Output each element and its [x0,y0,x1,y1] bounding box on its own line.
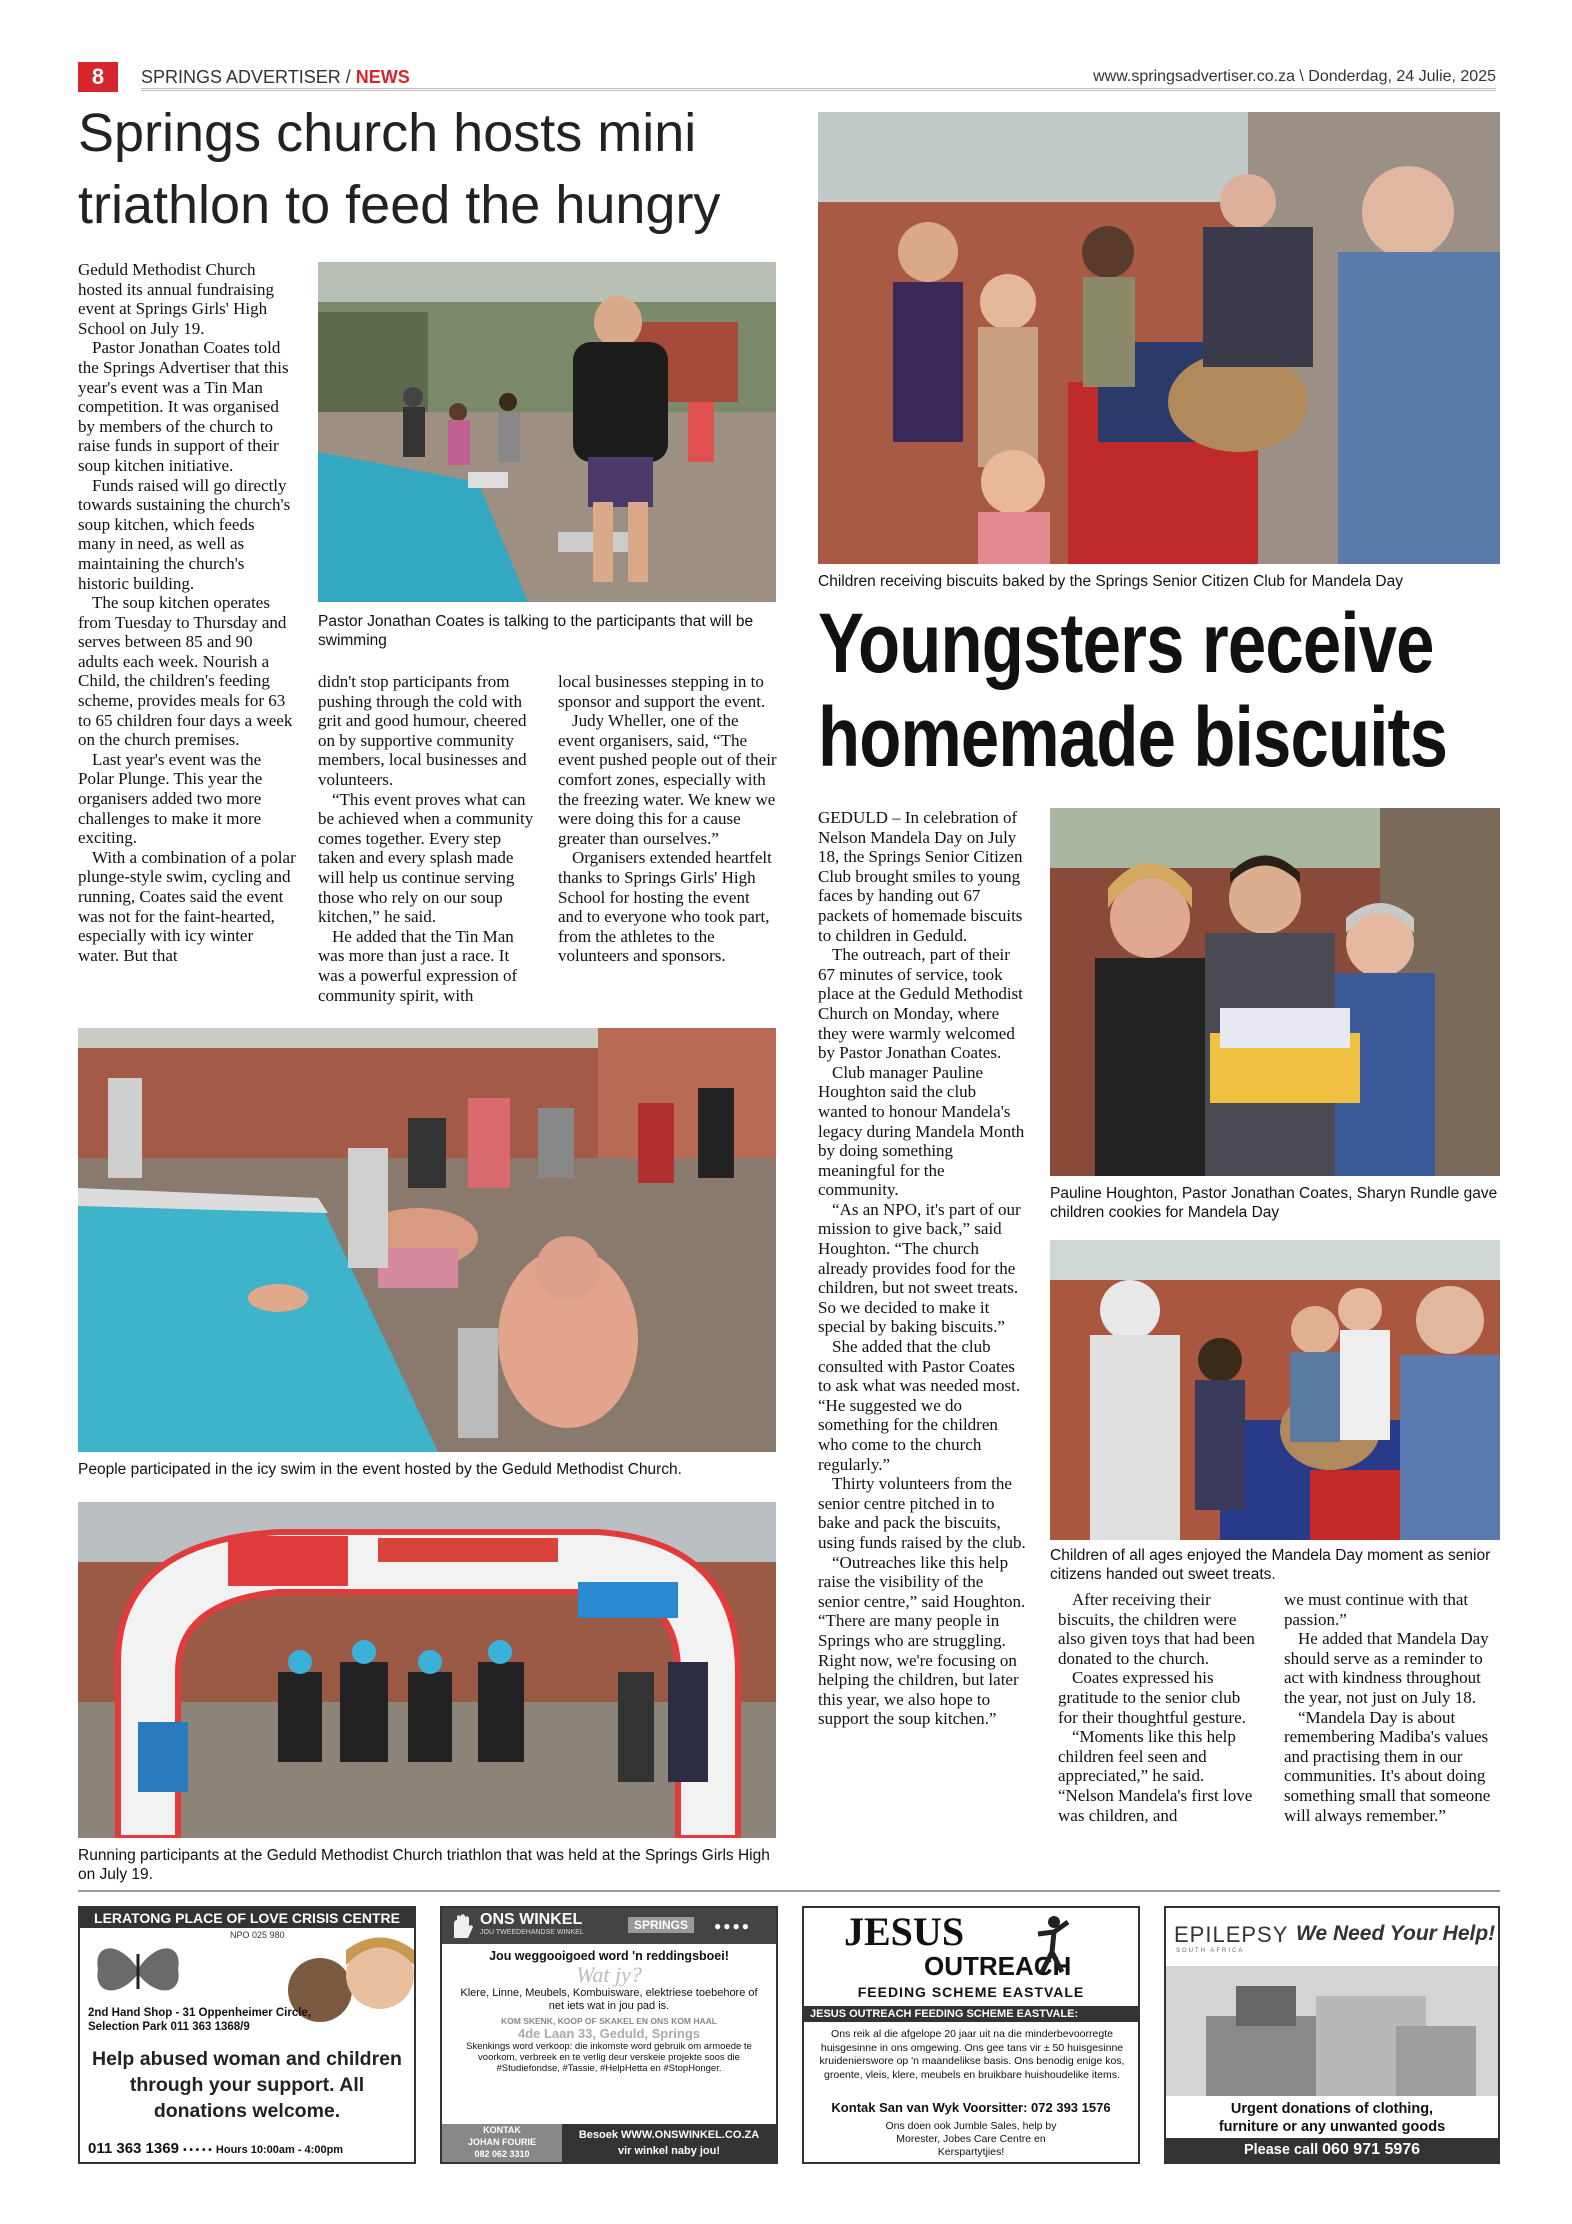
article1-column-2 [318,672,534,1012]
paragraph: Club manager Pauline Houghton said the club wanted to honour Mandela's legacy during Mandela Month by doing something meaningful for the community. [818,1062,1025,1200]
hand-icon [448,1912,476,1940]
swim-caption: People participated in the icy swim in the event hosted by the Geduld Methodist Church. [78,1461,682,1478]
onswinkel-contact [442,2124,562,2162]
outreach-title: OUTREACH [924,1951,1072,1981]
publication-title: SPRINGS ADVERTISER [141,67,341,87]
paragraph: After receiving their biscuits, the children were also given toys that had been donated to the church. [1058,1590,1255,1668]
paragraph: He added that the Tin Man was more than just a race. It was a powerful expression of community spirit, with [318,926,518,1005]
article2-column-2 [1058,1590,1263,1870]
article2-headline-line1: Youngsters receive [818,596,1434,690]
coates-photo [318,262,776,602]
onswinkel-address: 4de Laan 33, Geduld, Springs [517,2026,701,2041]
paragraph: He added that Mandela Day should serve as a reminder to act with kindness throughout the year, not just on July 18. [1284,1629,1489,1707]
paragraph: Last year's event was the Polar Plunge. This year the organisers added two more challenges to make it more exciting. [78,749,263,848]
leratong-title: LERATONG PLACE OF LOVE CRISIS CENTRE [80,1908,414,1928]
page-number: 8 [78,62,118,92]
run-caption: Running participants at the Geduld Methodist Church triathlon that was held at the Springs Girls High on July 19. [78,1847,770,1883]
paragraph: GEDULD – In celebration of Nelson Mandela Day on July 18, the Springs Senior Citizen Club brought smiles to young faces by handing out 67 packets of homemade biscuits to children in Geduld. [818,808,1023,945]
paragraph: “This event proves what can be achieved when a community comes together. Every step taken and every splash made will help us continue serving those who rely on our soup kitchen,” he said. [318,789,534,927]
jesus-title: JESUS [844,1909,965,1954]
faces-image [270,1930,414,2042]
paragraph: Judy Wheller, one of the event organisers, said, “The event pushed people out of their comfort zones, especially with the freezing water. We knew we were doing this for a cause greater than ourselves.” [558,711,777,848]
leratong-address-1: 2nd Hand Shop - 31 Oppenheimer Circle, [88,2007,312,2019]
epilepsy-call [1166,2138,1498,2162]
run-photo [78,1502,776,1838]
trio-photo [1050,808,1500,1176]
paragraph: Thirty volunteers from the senior centre pitched in to bake and pack the biscuits, using funds raised by the club. [818,1474,1026,1552]
leratong-footer [88,2140,343,2157]
epilepsy-line1: Urgent donations of clothing, [1230,2101,1434,2117]
paragraph: She added that the club consulted with Pastor Coates to ask what was needed most. “He suggested we do something for the children who come to the church regularly.” [818,1337,1021,1474]
biscuits-photo [818,112,1500,564]
paragraph: Pastor Jonathan Coates told the Springs Advertiser that this year's event was a Tin Man competition. It was organised by members of the church to raise funds in support of their soup kitchen initiative. [78,338,289,475]
article1-headline-line1: Springs church hosts mini [78,103,697,163]
onswinkel-visit [562,2124,776,2162]
paragraph: “Outreaches like this help raise the visibility of the senior centre,” said Houghton. “There are many people in Springs who are struggling. Right now, we're focusing on helping the children, but later this year, we also hope to support the soup kitchen.” [818,1552,1026,1729]
ages-photo [1050,1240,1500,1540]
coates-caption: Pastor Jonathan Coates is talking to the participants that will be swimming [318,613,754,649]
call-label: Please call [1243,2142,1319,2158]
header-rule [141,88,1496,91]
section-name: NEWS [355,67,410,87]
ages-caption: Children of all ages enjoyed the Mandela Day moment as senior citizens handed out sweet treats. [1050,1547,1491,1583]
onswinkel-drop: KOM SKENK, KOOP OF SKAKEL EN ONS KOM HAAL [501,2016,717,2026]
paragraph: didn't stop participants from pushing through the cold with grit and good humour, cheered on by supportive community members, local businesses and volunteers. [318,672,527,789]
jesus-footer: Ons doen ook Jumble Sales, help by Morester, Jobes Care Centre en Kerspartytjies! [885,2120,1057,2158]
call-phone: 060 971 5976 [1322,2141,1421,2158]
onswinkel-headline: Jou weggooigoed word 'n reddingsboei! [489,1949,729,1963]
paragraph: The soup kitchen operates from Tuesday to Thursday and serves between 85 and 90 adults each week. Nourish a Child, the children's feeding scheme, provides meals for 63 to 65 children four days a week on the church premises. [78,593,293,750]
onswinkel-tagline: JOU TWEEDEHANDSE WINKEL [480,1929,584,1936]
epilepsy-brand: EPILEPSY [1174,1922,1289,1947]
donations-image [1166,1966,1498,2096]
article2-column-1 [818,808,1028,1868]
article2-column-3 [1284,1590,1500,1870]
article1-column-1 [78,260,296,1010]
epilepsy-brand-sub: SOUTH AFRICA [1176,1948,1245,1954]
paragraph: “As an NPO, it's part of our mission to give back,” said Houghton. “The church already provides food for the children, but not sweet treats. So we decided to make it special by baking biscuits.” [818,1199,1021,1337]
leratong-slogan: Help abused woman and children through your support. All donations welcome. [92,2048,402,2122]
paragraph: Geduld Methodist Church hosted its annual fundraising event at Springs Girls' High School on July 19. [78,260,274,338]
paragraph: we must continue with that passion.” [1284,1590,1469,1629]
article2-headline-line2: homemade biscuits [818,690,1448,784]
onswinkel-brand: ONS WINKEL [480,1911,583,1928]
paragraph: Coates expressed his gratitude to the senior club for their thoughtful gesture. [1058,1668,1246,1727]
paragraph: With a combination of a polar plunge-style swim, cycling and running, Coates said the event was not for the faint-hearted, especially with icy winter water. But that [78,847,296,965]
contact-phone: 082 062 3310 [474,2149,530,2159]
paragraph: The outreach, part of their 67 minutes of service, took place at the Geduld Methodist Church on Monday, where they were warmly welcomed by Pastor Jonathan Coates. [818,945,1023,1063]
paragraph: Funds raised will go directly towards sustaining the church's soup kitchen, which feeds many in need, as well as maintaining the church's historic building. [78,475,291,593]
separator: / [340,67,356,87]
visit-line2: vir winkel naby jou! [617,2145,721,2157]
ads-divider [78,1890,1500,1892]
jesus-body: Ons reik al die afgelope 20 jaar uit na die minderbevoorregte huisgesinne in ons omgewing. Ons gee tans vir ± 50 huisgesinne kruidenierswore op 'n maandelikse basis. Ons benodig enige kos, groente, vleis, klere, meubels en bruikbare huishoudelike items. [819,2028,1125,2081]
jesus-outreach-ad [802,1906,1140,2164]
leratong-npo: NPO 025 980 [230,1930,285,1940]
contact-name: JOHAN FOURIE [467,2137,536,2147]
article1-column-3 [558,672,778,1012]
visit-line1: Besoek WWW.ONSWINKEL.CO.ZA [578,2129,760,2141]
leratong-hours: Hours 10:00am - 4:00pm [215,2144,344,2156]
swim-photo [78,1028,776,1452]
leratong-ad [78,1906,416,2164]
social-icons: ●●●● [714,1919,751,1933]
leratong-address-2: Selection Park 011 363 1368/9 [88,2021,250,2033]
contact-label: KONTAK [483,2125,521,2135]
onswinkel-items: Klere, Linne, Meubels, Kombuisware, elektriese toebehore of net iets wat in jou pad is. [460,1987,758,2012]
epilepsy-ad [1164,1906,1500,2164]
epilepsy-line2: furniture or any unwanted goods [1218,2119,1446,2135]
jesus-contact: Kontak San van Wyk Voorsitter: 072 393 1576 [831,2100,1111,2115]
paragraph: “Moments like this help children feel seen and appreciated,” he said. “Nelson Mandela's first love was children, and [1058,1727,1253,1825]
person-icon [1032,1914,1072,1974]
epilepsy-headline: We Need Your Help! [1296,1922,1496,1945]
jesus-banner: JESUS OUTREACH FEEDING SCHEME EASTVALE: [804,2006,1138,2022]
leratong-dots: • • • • • [183,2145,212,2156]
paragraph: Organisers extended heartfelt thanks to Springs Girls' High School for hosting the event and to everyone who took part, from the athletes to the volunteers and sponsors. [558,848,772,966]
butterfly-icon [88,1934,188,2004]
trio-caption: Pauline Houghton, Pastor Jonathan Coates, Sharyn Rundle gave children cookies for Mandela Day [1050,1185,1498,1221]
biscuits-caption: Children receiving biscuits baked by the Springs Senior Citizen Club for Mandela Day [818,573,1403,590]
onswinkel-tags: #Studiefondse, #Tassie, #HelpHetta en #StopHonger. [496,2063,722,2074]
onswinkel-blurb: Skenkings word verkoop: die inkomste word gebruik om armoede te voorkom, verbreek en te verlig deur verskeie projekte soos die [466,2041,752,2063]
paragraph: “Mandela Day is about remembering Madiba's values and practising them in our communities. It's about doing something small that someone will always remember.” [1284,1707,1491,1825]
onswinkel-ad [440,1906,778,2164]
article1-headline-line2: triathlon to feed the hungry [78,175,721,235]
onswinkel-header [442,1908,776,1944]
dateline: www.springsadvertiser.co.za \ Donderdag, 24 Julie, 2025 [1093,68,1496,85]
onswinkel-script: Wat jy? [576,1962,642,1987]
onswinkel-branch: SPRINGS [628,1917,694,1933]
leratong-phone: 011 363 1369 [88,2140,179,2157]
jesus-subtitle: FEEDING SCHEME EASTVALE [857,1984,1085,2000]
paragraph: local businesses stepping in to sponsor and support the event. [558,672,766,711]
